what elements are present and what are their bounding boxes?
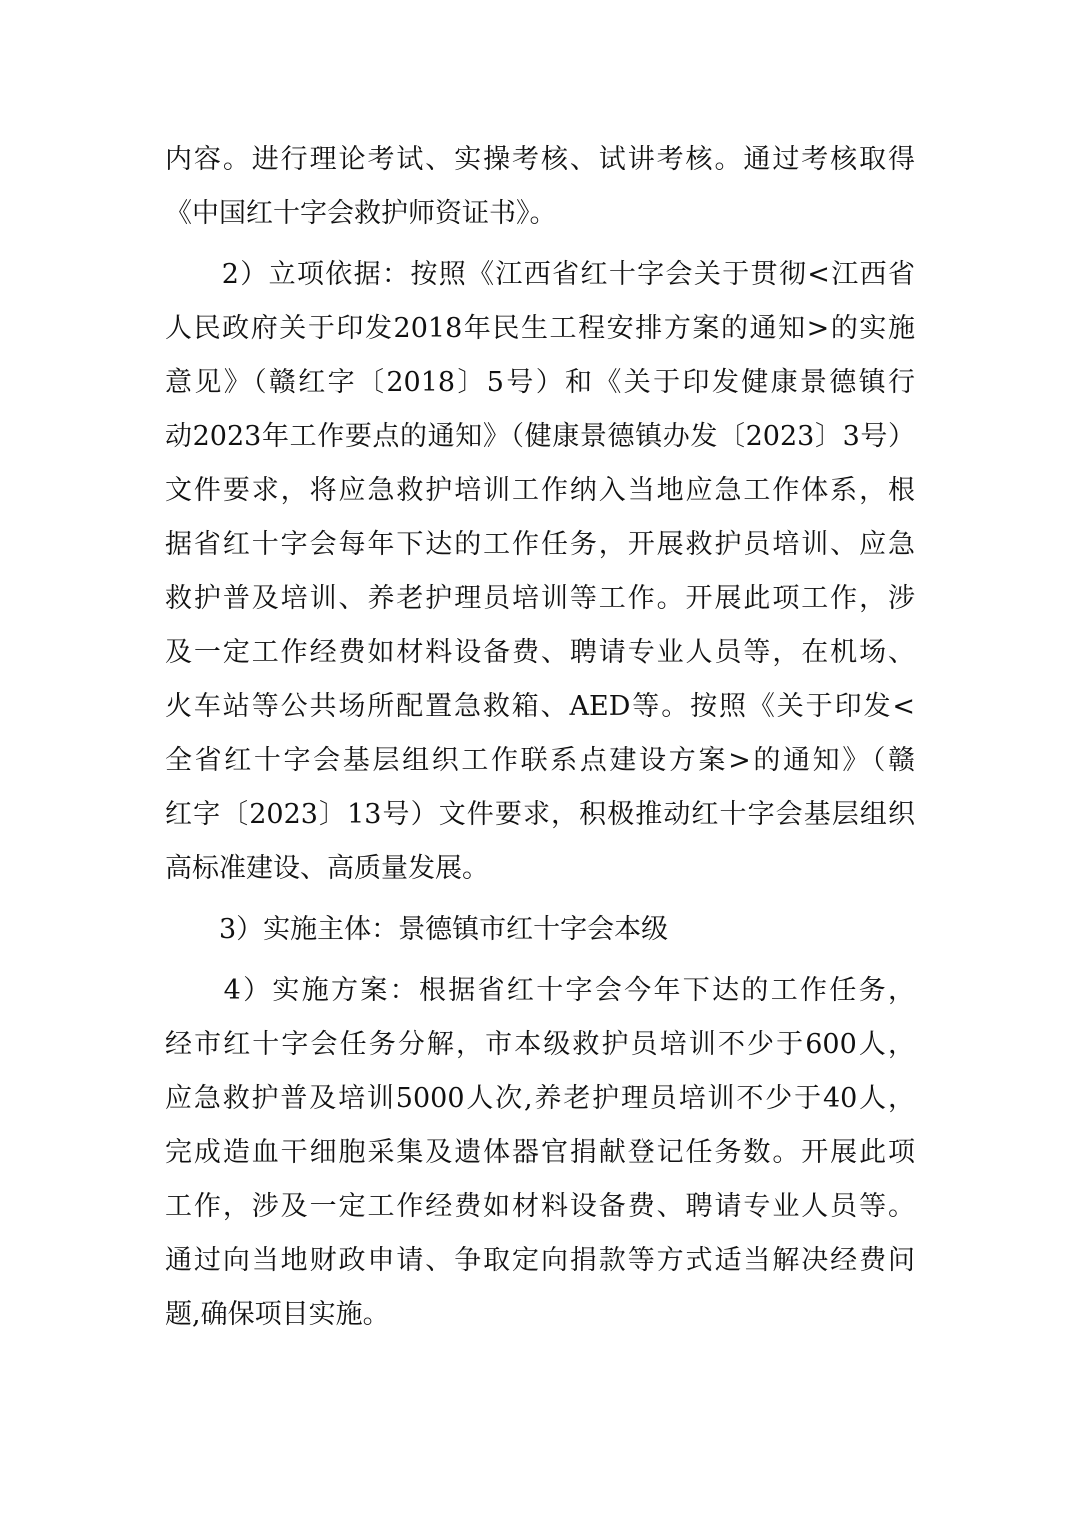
text-line: 全省红十字会基层组织工作联系点建设方案>的通知》（赣 (165, 745, 915, 776)
text-line: 应急救护普及培训5000人次,养老护理员培训不少于40人， (165, 1083, 915, 1114)
text-line: 高标准建设、高质量发展。 (165, 853, 489, 884)
text-line: 3）实施主体：景德镇市红十字会本级 (165, 914, 669, 945)
text-line: 完成造血干细胞采集及遗体器官捐献登记任务数。开展此项 (165, 1137, 915, 1168)
text-line: 救护普及培训、养老护理员培训等工作。开展此项工作，涉 (165, 583, 915, 614)
text-line: 工作，涉及一定工作经费如材料设备费、聘请专业人员等。 (165, 1191, 915, 1222)
paragraph-subject (165, 903, 915, 957)
text-line: 2）立项依据：按照《江西省红十字会关于贯彻<江西省 (165, 259, 915, 290)
text-line: 人民政府关于印发2018年民生工程安排方案的通知>的实施 (165, 313, 915, 344)
text-line: 火车站等公共场所配置急救箱、AED等。按照《关于印发< (165, 691, 915, 722)
text-line: 文件要求，将应急救护培训工作纳入当地应急工作体系，根 (165, 475, 915, 506)
body-text (165, 133, 915, 1342)
text-line: 动2023年工作要点的通知》（健康景德镇办发〔2023〕3号） (165, 421, 915, 452)
paragraph-basis (165, 248, 915, 896)
text-line: 4）实施方案：根据省红十字会今年下达的工作任务， (165, 975, 915, 1006)
paragraph-certificate (165, 133, 915, 241)
text-line: 题,确保项目实施。 (165, 1299, 390, 1330)
text-line: 经市红十字会任务分解，市本级救护员培训不少于600人， (165, 1029, 915, 1060)
text-line: 《中国红十字会救护师资证书》。 (165, 198, 557, 229)
text-line: 及一定工作经费如材料设备费、聘请专业人员等，在机场、 (165, 637, 915, 668)
text-line: 通过向当地财政申请、争取定向捐款等方式适当解决经费问 (165, 1245, 915, 1276)
paragraph-plan (165, 964, 915, 1342)
text-line: 据省红十字会每年下达的工作任务，开展救护员培训、应急 (165, 529, 915, 560)
text-line: 内容。进行理论考试、实操考核、试讲考核。通过考核取得 (165, 144, 915, 175)
text-line: 意见》（赣红字〔2018〕5号）和《关于印发健康景德镇行 (165, 367, 915, 398)
text-line: 红字〔2023〕13号）文件要求，积极推动红十字会基层组织 (165, 799, 915, 830)
